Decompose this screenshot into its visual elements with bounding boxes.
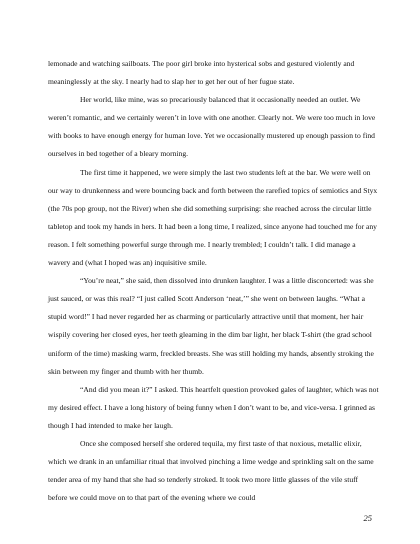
paragraph: “You’re neat,” she said, then dissolved into drunken laughter. I was a little disconcerted: was she just sauced, or was this real? “I just called Scott Anderson ‘neat,’” she went on between laughs. “What a stupid word!” I had never regarded her as charming or particularly attractive until that moment, her hair wispily covering her closed eyes, her teeth gleaming in the dim bar light, her black T-shirt (the grad school uniform of the time) masking warm, freckled breasts. She was still holding my hands, absently stroking the skin between my finger and thumb with her thumb. [48,276,374,376]
paragraph: lemonade and watching sailboats. The poor girl broke into hysterical sobs and gestured violently and meaninglessly at the sky. I nearly had to slap her to get her out of her fugue state. [48,59,355,87]
page-number: 25 [363,513,372,523]
paragraph: Once she composed herself she ordered tequila, my first taste of that noxious, metallic elixir, which we drank in an unfamiliar ritual that involved pinching a lime wedge and sprinkling salt on the same tender area of my hand that she had so tenderly stroked. It took two more little glasses of the vile stuff before we could move on to that part of the evening where we could [48,438,374,503]
paragraph: Her world, like mine, was so precariously balanced that it occasionally needed an outlet. We weren’t romantic, and we certainly weren’t in love with one another. Clearly not. We were too much in love with books to have enough energy for human love. Yet we occasionally mustered up enough passion to find ourselves in bed together of a bleary morning. [48,95,376,159]
body-text [48,55,379,507]
paragraph: The first time it happened, we were simply the last two students left at the bar. We were well on our way to drunkenness and were bouncing back and forth between the rarefied topics of semiotics and Styx (the 70s pop group, not the River) when she did something surprising: she reached across the circular little tabletop and took my hands in hers. It had been a long time, I realized, since anyone had touched me for any reason. I felt something powerful surge through me. I nearly trembled; I couldn’t talk. I did manage a wavery and (what I hoped was an) inquisitive smile. [48,167,378,268]
paragraph: “And did you mean it?” I asked. This heartfelt question provoked gales of laughter, which was not my desired effect. I have a long history of being funny when I don’t want to be, and vice-versa. I grinned as though I had intended to make her laugh. [48,384,379,430]
